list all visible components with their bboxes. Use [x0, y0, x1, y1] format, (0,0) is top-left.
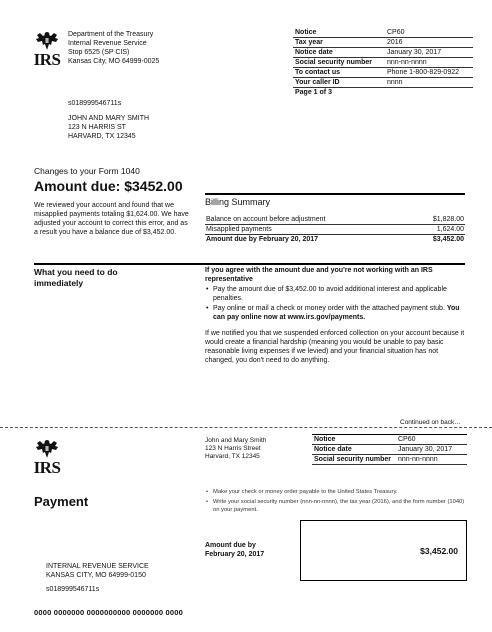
stub-address-line: 123 N Harris Street: [205, 445, 261, 452]
scanline: 0000 0000000 0000000000 0000000 0000: [34, 608, 184, 617]
stub-notice-value: CP60: [396, 435, 467, 445]
stub-ssn-label: Social security number: [312, 455, 396, 465]
eagle-icon: [34, 438, 60, 460]
notice-value: CP60: [385, 28, 473, 38]
amount-due-heading: Amount due: $3452.00: [34, 178, 183, 194]
stub-notice-label: Notice: [312, 435, 396, 445]
irs-address-line: INTERNAL REVENUE SERVICE: [46, 563, 149, 570]
todo-top-rule: [34, 263, 465, 265]
agree-bullets: [205, 285, 467, 322]
amount-enclosed-box[interactable]: [300, 520, 467, 581]
page-number: Page 1 of 3: [295, 89, 332, 96]
stub-irs-logo: [31, 438, 63, 476]
agency-line: Internal Revenue Service: [68, 40, 147, 47]
stub-taxpayer-address: [205, 437, 266, 461]
irs-mailing-address: [46, 562, 149, 580]
billing-total-amount: $3,452.00: [432, 236, 464, 243]
stub-code: s018999546711s: [46, 586, 100, 593]
ssn-label: Social security number: [293, 58, 385, 68]
notice-date-value: January 30, 2017: [385, 48, 473, 58]
continued-on-back: Continued on back…: [400, 419, 461, 426]
tax-year-value: 2016: [385, 38, 473, 48]
agree-heading: If you agree with the amount due and you're not working with an IRS representative: [205, 267, 433, 283]
billing-row-label: Misapplied payments: [205, 225, 409, 235]
billing-table: [205, 215, 465, 244]
billing-row-amount: $1,828.00: [409, 215, 465, 225]
recipient-line: JOHN AND MARY SMITH: [68, 115, 150, 122]
payment-bullet: • Write your social security number (nnn-nn-nnnn), the tax year (2016), and the form number (1040) on your payment.: [205, 498, 467, 515]
tear-line: [0, 427, 492, 428]
billing-summary-heading: Billing Summary: [205, 197, 271, 207]
notice-date-label: Notice date: [293, 48, 385, 58]
todo-heading: What you need to do immediately: [34, 267, 118, 288]
agency-line: Stop 6525 (SP CIS): [68, 49, 130, 56]
stub-amount-value: $3,452.00: [420, 546, 458, 556]
billing-total-label: Amount due by February 20, 2017: [206, 236, 319, 243]
recipient-line: 123 N HARRIS ST: [68, 124, 126, 131]
ssn-value: nnn-nn-nnnn: [385, 58, 473, 68]
stub-ssn-value: nnn-nn-nnnn: [396, 455, 467, 465]
caller-id-value: nnnn: [385, 78, 473, 88]
stub-date-value: January 30, 2017: [396, 445, 467, 455]
irs-wordmark: IRS: [33, 458, 61, 477]
stub-info-table: [312, 434, 467, 465]
payment-bullet: • Make your check or money order payable to the United States Treasury.: [205, 488, 467, 497]
form-change-subtitle: Changes to your Form 1040: [34, 166, 140, 176]
notice-label: Notice: [293, 28, 385, 38]
payment-heading: Payment: [34, 494, 89, 509]
recipient-line: HARVARD, TX 12345: [68, 133, 136, 140]
stub-amount-due-label: Amount due by February 20, 2017: [205, 542, 265, 558]
contact-value: Phone 1-800-829-0922: [385, 68, 473, 78]
billing-top-rule: [205, 193, 465, 195]
recipient-address: [68, 114, 149, 141]
agency-line: Kansas City, MO 64999-0025: [68, 58, 160, 65]
payment-instructions: [205, 488, 467, 516]
pay-online-link[interactable]: You can pay online now at www.irs.gov/payments.: [213, 305, 460, 321]
billing-row-amount: 1,624.00: [409, 225, 465, 235]
eagle-icon: [34, 30, 60, 52]
recipient-code: s018999546711s: [68, 100, 122, 107]
irs-logo: [31, 30, 63, 68]
todo-content: [205, 266, 467, 365]
stub-date-label: Notice date: [312, 445, 396, 455]
stub-address-line: Harvard, TX 12345: [205, 453, 260, 460]
contact-label: To contact us: [293, 68, 385, 78]
agency-address: [68, 30, 198, 66]
bullet-item: • Pay online or mail a check or money order with the attached payment stub. You can pay online now at www.irs.gov/payments.: [205, 304, 467, 322]
hardship-paragraph: If we notified you that we suspended enforced collection on your account because it would create a financial hardship (meaning you would be unable to pay basic reasonable living expenses if we levied) and your financial situation has not changed, you don't need to do anything.: [205, 330, 465, 364]
agency-line: Department of the Treasury: [68, 31, 154, 38]
summary-body: We reviewed your account and found that we misapplied payments totaling $1,624.00. We have adjusted your account to correct this error, and as a result you have a balance due of $3,452.00.: [34, 202, 189, 236]
bullet-item: • Pay the amount due of $3,452.00 to avoid additional interest and applicable penalties.: [205, 285, 467, 303]
tax-year-label: Tax year: [293, 38, 385, 48]
irs-wordmark: IRS: [33, 50, 61, 69]
caller-id-label: Your caller ID: [293, 78, 385, 88]
irs-address-line: KANSAS CITY, MO 64999-0150: [46, 572, 146, 579]
stub-address-line: John and Mary Smith: [205, 437, 267, 444]
billing-row-label: Balance on account before adjustment: [205, 215, 409, 225]
notice-info-table: [293, 28, 473, 97]
